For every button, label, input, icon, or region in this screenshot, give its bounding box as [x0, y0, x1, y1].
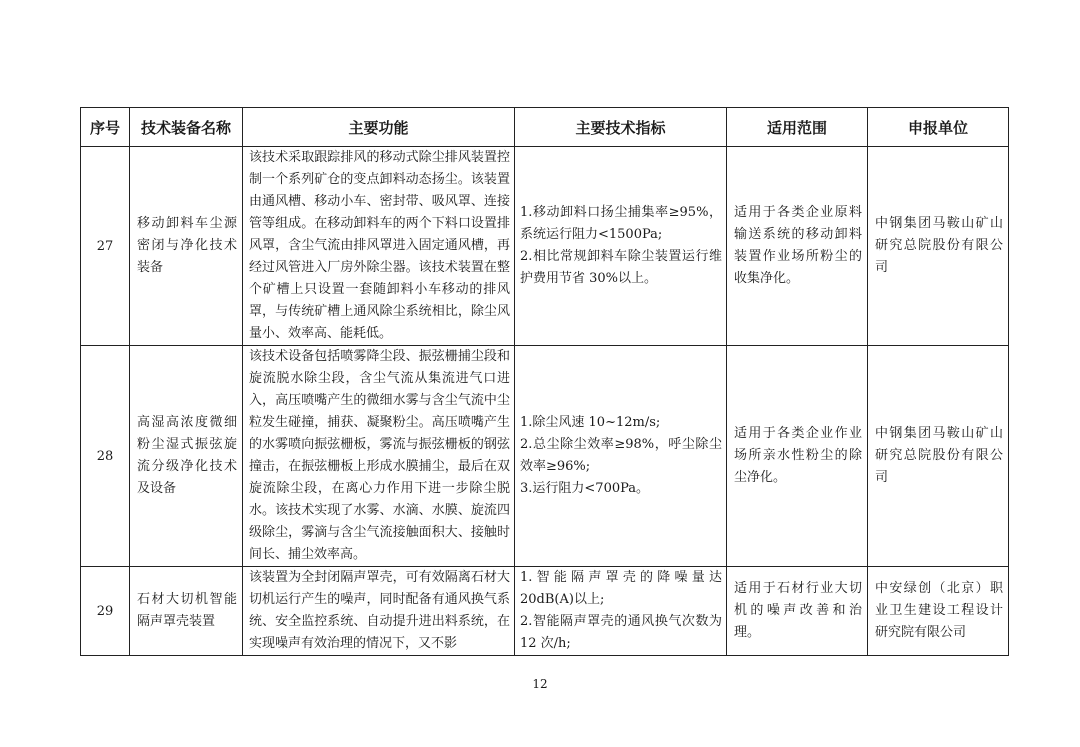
page-number: 12: [532, 677, 548, 691]
row-id: 29: [81, 567, 130, 656]
row-id: 28: [81, 346, 130, 567]
row-name: 高湿高浓度微细粉尘湿式振弦旋流分级净化技术及设备: [137, 415, 237, 496]
spec-line: 1.移动卸料口扬尘捕集率≥95%，系统运行阻力<1500Pa;: [520, 205, 722, 242]
spec-line: 3.运行阻力<700Pa。: [520, 481, 650, 496]
equipment-table: [80, 107, 1009, 656]
table-row: [81, 567, 1009, 656]
spec-line: 2.总尘除尘效率≥98%，呼尘除尘效率≥96%;: [520, 437, 722, 474]
spec-line: 2.相比常规卸料车除尘装置运行维护费用节省 30%以上。: [520, 249, 722, 286]
row-function: 该装置为全封闭隔声罩壳，可有效隔离石材大切机运行产生的噪声，同时配备有通风换气系统、安全监控系统、自动提升进出料系统，在实现噪声有效治理的情况下，又不影: [249, 570, 510, 651]
header-scope: 适用范围: [727, 108, 868, 147]
row-name: 石材大切机智能隔声罩壳装置: [137, 592, 237, 629]
header-row: [81, 108, 1009, 147]
row-id: 27: [81, 147, 130, 346]
spec-line: 1.智能隔声罩壳的降噪量达 20dB(A)以上;: [520, 570, 722, 607]
row-unit: 中安绿创（北京）职业卫生建设工程设计研究院有限公司: [875, 581, 1003, 640]
header-unit: 申报单位: [868, 108, 1009, 147]
row-name: 移动卸料车尘源密闭与净化技术装备: [137, 216, 237, 275]
table-row: [81, 147, 1009, 346]
row-scope: 适用于石材行业大切机的噪声改善和治理。: [734, 581, 862, 640]
header-name: 技术装备名称: [130, 108, 243, 147]
spec-line: 2.智能隔声罩壳的通风换气次数为 12 次/h;: [520, 614, 722, 651]
table-row: [81, 346, 1009, 567]
row-scope: 适用于各类企业原料输送系统的移动卸料装置作业场所粉尘的收集净化。: [734, 205, 862, 286]
row-unit: 中钢集团马鞍山矿山研究总院股份有限公司: [875, 426, 1003, 485]
row-function: 该技术采取跟踪排风的移动式除尘排风装置控制一个系列矿仓的变点卸料动态扬尘。该装置由通风槽、移动小车、密封带、吸风罩、连接管等组成。在移动卸料车的两个下料口设置排风罩，含尘气流由排风罩进入固定通风槽，再经过风管进入厂房外除尘器。该技术装置在整个矿槽上只设置一套随卸料小车移动的排风罩，与传统矿槽上通风除尘系统相比，除尘风量小、效率高、能耗低。: [249, 150, 510, 341]
row-specs: [515, 412, 726, 500]
row-function: 该技术设备包括喷雾降尘段、振弦栅捕尘段和旋流脱水除尘段，含尘气流从集流进气口进入，高压喷嘴产生的微细水雾与含尘气流中尘粒发生碰撞，捕获、凝聚粉尘。高压喷嘴产生的水雾喷向振弦栅板，雾流与振弦栅板的钢弦撞击，在振弦栅板上形成水膜捕尘，最后在双旋流除尘段，在离心力作用下进一步除尘脱水。该技术实现了水雾、水滴、水膜、旋流四级除尘，雾滴与含尘气流接触面积大、接触时间长、捕尘效率高。: [249, 349, 510, 562]
header-id: 序号: [81, 108, 130, 147]
spec-line: 1.除尘风速 10~12m/s;: [520, 415, 661, 430]
row-unit: 中钢集团马鞍山矿山研究总院股份有限公司: [875, 216, 1003, 275]
row-specs: [515, 202, 726, 290]
row-scope: 适用于各类企业作业场所亲水性粉尘的除尘净化。: [734, 426, 862, 485]
header-specs: 主要技术指标: [515, 108, 727, 147]
row-specs: [515, 567, 726, 655]
header-function: 主要功能: [243, 108, 515, 147]
